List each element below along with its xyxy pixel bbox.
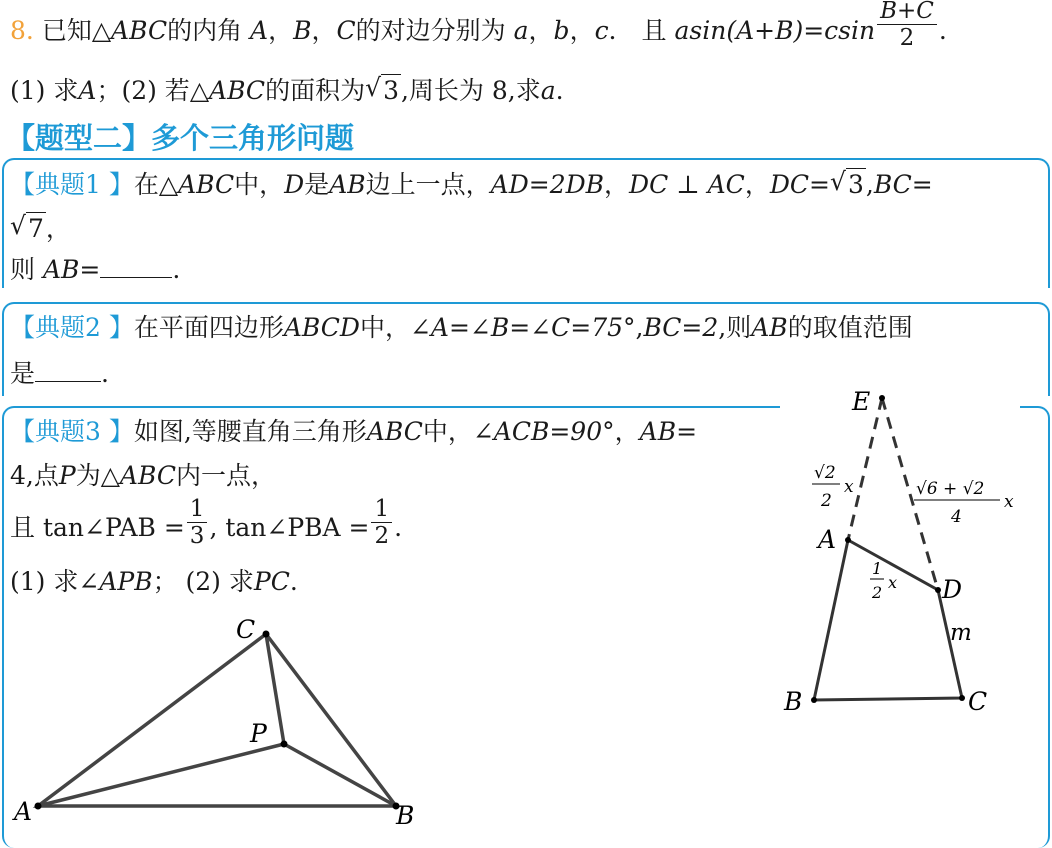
lbl-ae-num: √2 [814,463,836,483]
lbl-ad-x: x [888,573,898,592]
ex3-line2: 4,点P为△ABC内一点， [10,461,276,490]
answer-blank[interactable] [35,361,101,382]
ex1-line1: 【典题1 】在△ABC中，D是AB边上一点，AD=2DB，DC ⊥ AC，DC=√ 3,BC= [10,168,933,201]
label-D: D [942,575,963,604]
segment-pa [38,744,284,806]
label-E: E [852,387,871,416]
label-C: C [236,615,256,644]
ex3-tag: 【典题3 】 [10,417,134,446]
ex2-tag: 【典题2 】 [10,313,134,342]
lbl-ad-num: 1 [872,559,883,578]
q8-line1: 8. 已知△ABC的内角 A，B，C的对边分别为 a，b，c． 且 asin(A+B)=csin $\frac{B+C}{2}$ . [10,0,947,51]
section-heading: 【题型二】多个三角形问题 [6,121,355,155]
ex1-tag: 【典题1 】 [10,170,134,199]
lbl-ad-den: 2 [872,583,883,602]
sqrt-3: √ 3 [365,74,401,107]
ex3-line4: (1) 求∠APB； (2) 求PC. [10,567,298,596]
ex2-line1: 【典题2 】在平面四边形ABCD中，∠A=∠B=∠C=75°,BC=2,则AB的取值范围 [10,313,913,342]
ex3-line3: 且 tan∠PAB = $\frac{1}{3}$ , tan∠PBA = $\frac{1}{2}$ . [10,496,403,549]
q8-equation: asin(A+B)=csin [674,16,876,45]
edge-ea [848,398,882,540]
ex1-line2: √ 7， [10,212,71,245]
label-m: m [950,620,972,646]
triangle-figure [10,610,430,832]
quadrilateral-figure [770,384,1040,724]
lbl-ed-num: √6 + √2 [916,479,985,499]
answer-blank[interactable] [100,257,172,278]
lbl-ed-den: 4 [951,507,962,527]
label-C: C [968,687,988,716]
segment-pb [284,744,396,806]
q8-line2: (1) 求A；(2) 若△ABC的面积为√ 3,周长为 8,求a. [10,74,564,107]
ex3-line1: 【典题3 】如图,等腰直角三角形ABC中，∠ACB=90°，AB= [10,417,698,446]
ex1-line3: 则 AB= . [10,255,181,284]
sqrt-7: √ 7 [10,212,46,245]
segment-pc [266,634,284,744]
q8-number: 8. [10,16,34,45]
lbl-ae-x: x [844,477,854,497]
label-B: B [396,801,415,830]
quad-outline [814,540,962,700]
label-B: B [784,687,803,716]
lbl-ae-den: 2 [821,491,832,511]
label-P: P [250,719,267,748]
triangle-abc [38,634,396,806]
ex2-line2: 是 . [10,359,109,388]
label-A: A [14,797,33,826]
q8-fraction: $\frac{B+C}{2}$ [877,0,937,51]
lbl-ed-x: x [1004,492,1014,512]
label-A: A [818,525,837,554]
